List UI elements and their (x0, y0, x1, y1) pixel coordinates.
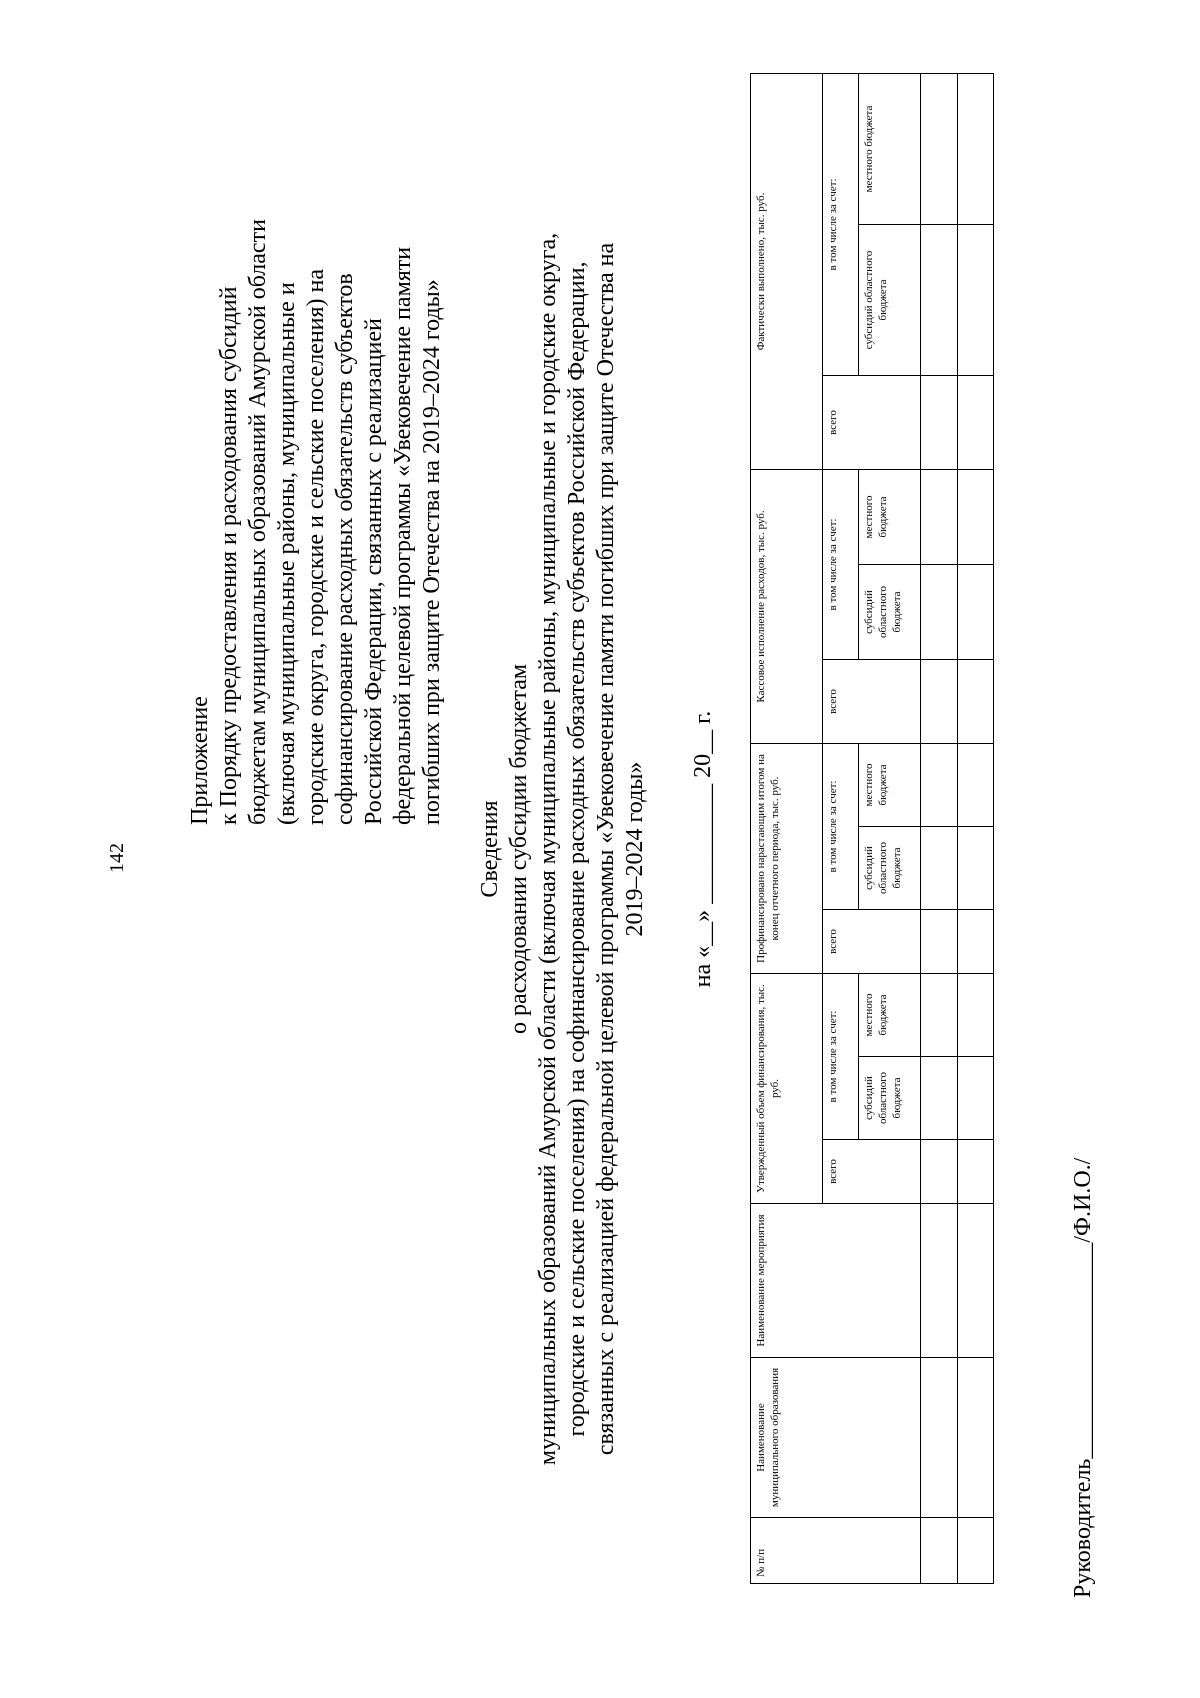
table-cell (958, 909, 994, 973)
table-cell (958, 973, 994, 1056)
including-header: в том числе за счет: (823, 469, 859, 659)
group-actual-header: Фактически выполнено, тыс. руб. (751, 73, 823, 469)
table-cell (921, 564, 958, 659)
appendix-line: Приложение (187, 696, 213, 825)
total-header: всего (823, 909, 921, 973)
group-cash-execution-header: Кассовое исполнение расходов, тыс. руб. (751, 469, 823, 743)
including-header: в том числе за счет: (823, 743, 859, 909)
table-cell (921, 973, 958, 1056)
regional-subsidy-header: субсидий областного бюджета (859, 564, 921, 659)
page-number: 142 (106, 843, 128, 873)
table-cell (921, 375, 958, 469)
table-cell (921, 224, 958, 375)
table-cell (921, 743, 958, 826)
table-cell (958, 1140, 994, 1204)
appendix-header (186, 25, 447, 825)
appendix-line: софинансирование расходных обязательств субъектов (332, 273, 358, 825)
signature-line: Руководитель__________________/Ф.И.О./ (1070, 1157, 1096, 1598)
total-header: всего (823, 659, 921, 743)
table-cell (958, 73, 994, 224)
table-cell (921, 1358, 958, 1518)
table-cell (958, 1204, 994, 1358)
col-event-header: Наименование мероприятия (751, 1204, 921, 1358)
title-line: о расходовании субсидии бюджетам (506, 663, 532, 1035)
local-budget-header: местного бюджета (859, 73, 921, 224)
header-row (751, 73, 823, 1583)
appendix-line: Российской Федерации, связанных с реализацией (361, 318, 387, 825)
regional-subsidy-header: субсидий областного бюджета (859, 1057, 921, 1140)
table-cell (921, 826, 958, 909)
table-cell (921, 1204, 958, 1358)
appendix-line: погибших при защите Отечества на 2019–2024 годы» (419, 279, 445, 825)
table-cell (958, 1057, 994, 1140)
appendix-line: федеральной целевой программы «Увековечение памяти (390, 246, 416, 825)
regional-subsidy-header: субсидий областного бюджета (859, 826, 921, 909)
title-line: Сведения (477, 800, 503, 898)
title-line: муниципальных образований Амурской области (включая муниципальные районы, муниципальные и городские округа, (535, 232, 561, 1466)
total-header: всего (823, 375, 921, 469)
table-cell (958, 224, 994, 375)
appendix-line: (включая муниципальные районы, муниципальные и (274, 282, 300, 825)
title-line: связанных с реализацией федеральной целевой программы «Увековечение памяти погибших при защите Отечества на (593, 242, 619, 1456)
table-cell (921, 909, 958, 973)
table-cell (958, 659, 994, 743)
total-header: всего (823, 1140, 921, 1204)
group-approved-header: Утвержденный объем финансирования, тыс. руб. (751, 973, 823, 1203)
table-cell (958, 375, 994, 469)
regional-subsidy-header: субсидий областного бюджета (859, 224, 921, 375)
report-title (476, 0, 650, 1698)
including-header: в том числе за счет: (823, 73, 859, 375)
col-municipality-header: Наименование муниципального образования (751, 1358, 921, 1518)
title-line: 2019–2024 годы» (622, 761, 648, 937)
appendix-line: к Порядку предоставления и расходования субсидий (216, 286, 242, 825)
col-number-header: № п/п (751, 1518, 921, 1584)
title-line: городские и сельские поселения) на софинансирование расходных обязательств субъектов Российской Федерации, (564, 261, 590, 1437)
table-cell (921, 469, 958, 564)
appendix-line: городские округа, городские и сельские поселения) на (303, 268, 329, 825)
table-row (921, 73, 958, 1583)
table-row (958, 73, 994, 1583)
including-header: в том числе за счет: (823, 973, 859, 1139)
table-cell (958, 743, 994, 826)
group-financed-header: Профинансировано нарастающим итогом на конец отчетного периода, тыс. руб. (751, 743, 823, 973)
expenditure-table (750, 73, 994, 1584)
table-cell (921, 1140, 958, 1204)
table-cell (958, 826, 994, 909)
table-cell (958, 1518, 994, 1584)
table-cell (958, 469, 994, 564)
local-budget-header: местного бюджета (859, 973, 921, 1056)
local-budget-header: местного бюджета (859, 743, 921, 826)
table-cell (921, 73, 958, 224)
table-cell (921, 659, 958, 743)
table-cell (958, 564, 994, 659)
appendix-line: бюджетам муниципальных образований Амурской области (245, 219, 271, 825)
local-budget-header: местного бюджета (859, 469, 921, 564)
table-cell (921, 1057, 958, 1140)
report-date-line: на «__» __________ 20__ г. (690, 710, 716, 988)
table-cell (921, 1518, 958, 1584)
table-cell (958, 1358, 994, 1518)
